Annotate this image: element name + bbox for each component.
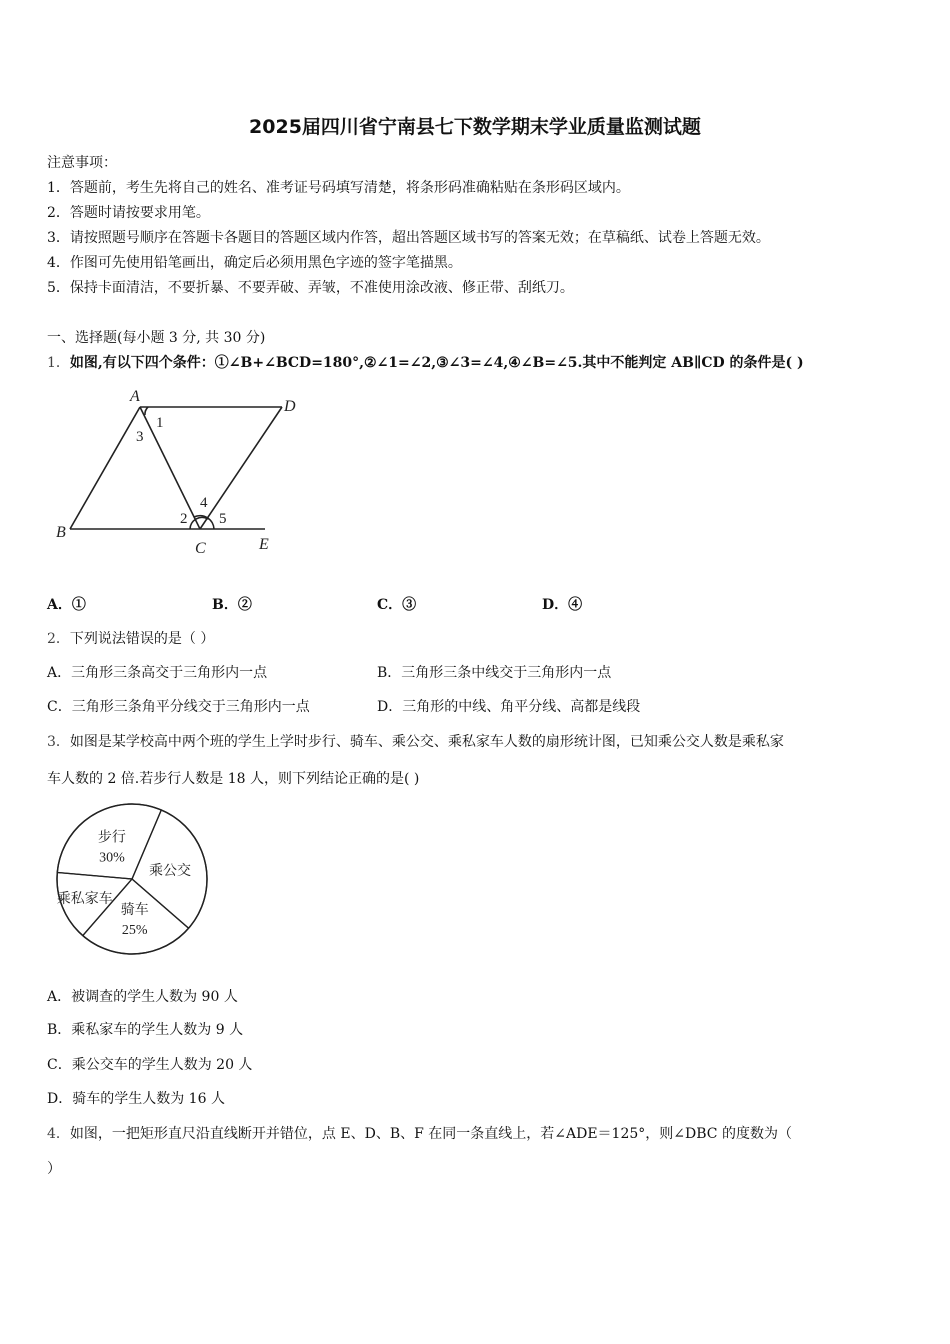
label-angle-4: 4 xyxy=(200,495,208,511)
line-AC xyxy=(140,407,200,529)
label-B: B xyxy=(56,524,66,541)
label-angle-3: 3 xyxy=(136,429,144,445)
q1-option-b[interactable]: B．② xyxy=(212,597,252,613)
notice-item-2: 2．答题时请按要求用笔。 xyxy=(47,205,210,221)
notice-heading: 注意事项： xyxy=(47,155,117,171)
label-E: E xyxy=(259,536,269,553)
q3-option-a[interactable]: A．被调查的学生人数为 90 人 xyxy=(47,989,238,1005)
angle-arc-A xyxy=(145,407,148,415)
line-AB xyxy=(70,407,140,529)
notice-item-4: 4．作图可先使用铅笔画出，确定后必须用黑色字迹的签字笔描黑。 xyxy=(47,255,462,271)
notice-item-1: 1．答题前，考生先将自己的姓名、准考证号码填写清楚，将条形码准确粘贴在条形码区域内。 xyxy=(47,180,630,196)
pie-percent-0: 30% xyxy=(99,850,125,866)
q1-option-a[interactable]: A．① xyxy=(47,597,86,613)
section-heading: 一、选择题(每小题 3 分, 共 30 分) xyxy=(47,330,266,346)
q2-option-d[interactable]: D．三角形的中线、角平分线、高都是线段 xyxy=(377,699,641,715)
q3-option-d[interactable]: D．骑车的学生人数为 16 人 xyxy=(47,1091,225,1107)
pie-label-0: 步行 xyxy=(97,830,126,846)
pie-label-3: 乘私家车 xyxy=(56,892,113,908)
question-4 xyxy=(47,1123,792,1143)
q2-option-a[interactable]: A．三角形三条高交于三角形内一点 xyxy=(47,665,268,681)
pie-chart xyxy=(50,802,220,962)
label-angle-5: 5 xyxy=(219,511,227,527)
question-text: 下列说法错误的是（ ） xyxy=(69,631,215,647)
q3-option-c[interactable]: C．乘公交车的学生人数为 20 人 xyxy=(47,1057,253,1073)
question-number: 2． xyxy=(47,631,70,647)
page-title: 2025届四川省宁南县七下数学期末学业质量监测试题 xyxy=(249,116,701,138)
question-1 xyxy=(47,352,804,372)
pie-label-1: 乘公交 xyxy=(149,864,192,880)
notice-item-3: 3．请按照题号顺序在答题卡各题目的答题区域内作答，超出答题区域书写的答案无效；在草稿纸、试卷上答题无效。 xyxy=(47,230,770,246)
label-angle-1: 1 xyxy=(156,415,164,431)
pie-percent-2: 25% xyxy=(121,922,148,938)
question-text: 如图,有以下四个条件：①∠B+∠BCD=180°,②∠1=∠2,③∠3=∠4,④∠B=∠5.其中不能判定 AB∥CD 的条件是( ) xyxy=(69,355,804,371)
q2-option-b[interactable]: B．三角形三条中线交于三角形内一点 xyxy=(377,665,612,681)
question-3 xyxy=(47,731,784,751)
label-A: A xyxy=(130,388,140,405)
question-number: 4． xyxy=(47,1126,70,1142)
geometry-figure-q1 xyxy=(50,385,310,565)
q1-option-c[interactable]: C．③ xyxy=(377,597,417,613)
question-number: 3． xyxy=(47,734,70,750)
label-C: C xyxy=(195,540,206,557)
question-text-line-1: 如图，一把矩形直尺沿直线断开并错位，点 E、D、B、F 在同一条直线上，若∠ADE＝125°，则∠DBC 的度数为（ xyxy=(69,1126,792,1142)
q1-option-d[interactable]: D．④ xyxy=(542,597,583,613)
notice-item-5: 5．保持卡面清洁，不要折暴、不要弄破、弄皱，不准使用涂改液、修正带、刮纸刀。 xyxy=(47,280,574,296)
label-angle-2: 2 xyxy=(180,511,188,527)
question-2 xyxy=(47,628,214,648)
line-CD xyxy=(200,407,282,529)
question-number: 1． xyxy=(47,355,70,371)
label-D: D xyxy=(284,398,296,415)
question-3-line-2: 车人数的 2 倍.若步行人数是 18 人，则下列结论正确的是( ) xyxy=(47,771,420,787)
pie-label-2: 骑车 xyxy=(120,902,149,918)
question-text-line-1: 如图是某学校高中两个班的学生上学时步行、骑车、乘公交、乘私家车人数的扇形统计图，已知乘公交人数是乘私家 xyxy=(69,734,784,750)
q2-option-c[interactable]: C．三角形三条角平分线交于三角形内一点 xyxy=(47,699,310,715)
question-4-line-2: ） xyxy=(47,1161,61,1177)
q3-option-b[interactable]: B．乘私家车的学生人数为 9 人 xyxy=(47,1022,244,1038)
